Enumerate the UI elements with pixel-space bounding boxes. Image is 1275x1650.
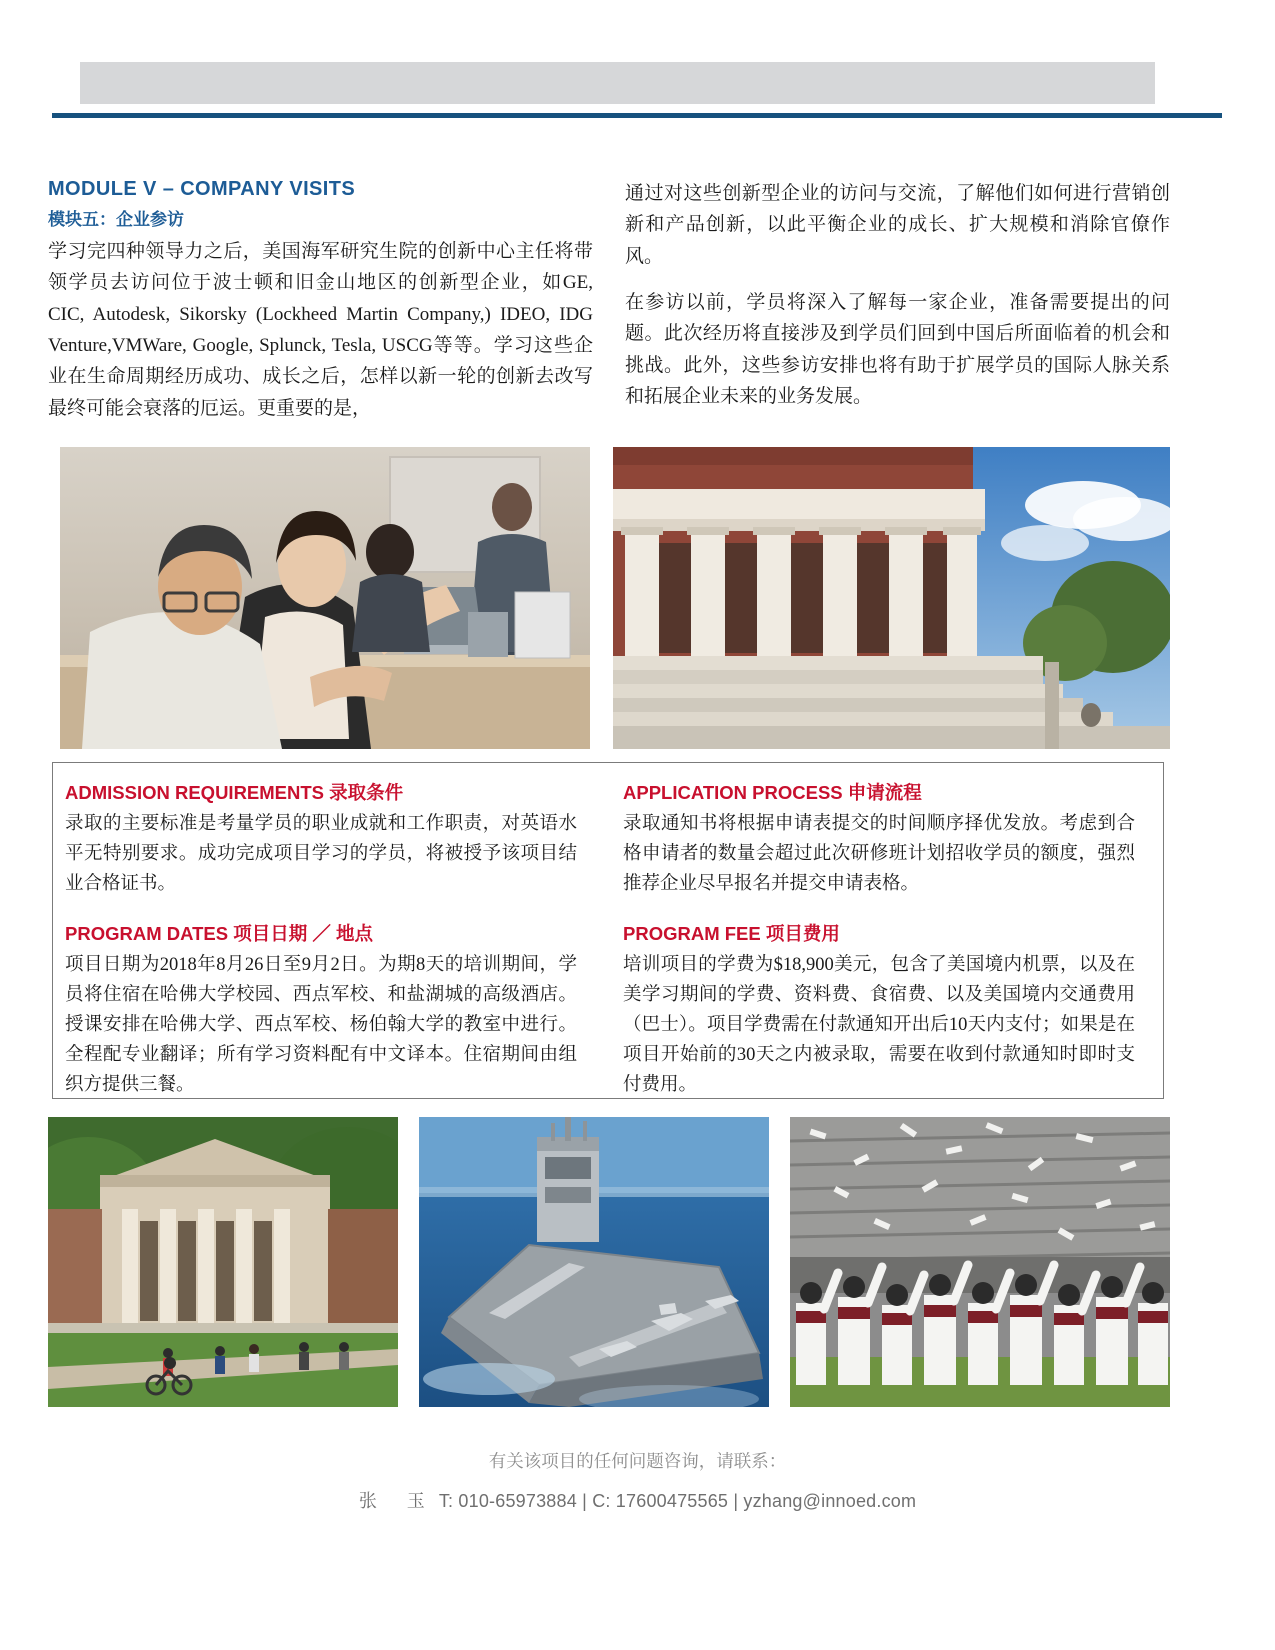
harvard-campus-building-photo [48, 1117, 398, 1407]
admission-requirements-text: 录取的主要标准是考量学员的职业成就和工作职责，对英语水平无特别要求。成功完成项目学习的学员，将被授予该项目结业合格证书。 [65, 814, 577, 894]
contact-details: T: 010-65973884 | C: 17600475565 | yzhang@innoed.com [438, 1491, 917, 1511]
module-column-left [48, 178, 593, 424]
application-heading-cn: 申请流程 [847, 782, 922, 803]
fee-heading-en: PROGRAM FEE [623, 922, 766, 944]
program-dates-heading [65, 920, 577, 946]
admission-heading-en: ADMISSION REQUIREMENTS [65, 782, 330, 803]
application-heading-en: APPLICATION PROCESS [623, 782, 848, 803]
module-paragraph-right-1: 通过对这些创新型企业的访问与交流，了解他们如何进行营销创新和产品创新，以此平衡企业的成长、扩大规模和消除官僚作风。 [625, 183, 1170, 267]
application-process-heading [623, 779, 1135, 805]
module-column-right [625, 178, 1170, 412]
students-workshop-photo [60, 447, 590, 749]
application-process-text: 录取通知书将根据申请表提交的时间顺序择优发放。考虑到合格申请者的数量会超过此次研修班计划招收学员的额度，强烈推荐企业尽早报名并提交申请表格。 [623, 814, 1135, 894]
program-fee-heading [623, 920, 1135, 946]
header-band [80, 62, 1155, 104]
program-dates-text: 项目日期为2018年8月26日至9月2日。为期8天的培训期间，学员将住宿在哈佛大学校园、西点军校、和盐湖城的高级酒店。授课安排在哈佛大学、西点军校、杨伯翰大学的教室中进行。全程配专业翻译；所有学习资料配有中文译本。住宿期间由组织方提供三餐。 [65, 954, 577, 1095]
module-paragraph-right-2: 在参访以前，学员将深入了解每一家企业，准备需要提出的问题。此次经历将直接涉及到学员们回到中国后所面临着的机会和挑战。此外，这些参访安排也将有助于扩展学员的国际人脉关系和拓展企业未来的业务发展。 [625, 292, 1170, 408]
fee-heading-cn: 项目费用 [765, 922, 840, 944]
dates-heading-cn: 项目日期 ／ 地点 [233, 922, 373, 944]
aircraft-carrier-photo [419, 1117, 769, 1407]
west-point-graduation-hat-toss-photo [790, 1117, 1170, 1407]
admission-requirements-heading [65, 779, 577, 805]
info-box [52, 762, 1164, 1099]
dates-heading-en: PROGRAM DATES [65, 922, 234, 944]
harvard-widener-library-photo [613, 447, 1170, 749]
admission-heading-cn: 录取条件 [329, 782, 404, 803]
module-title-en: MODULE V – COMPANY VISITS [48, 178, 356, 200]
program-fee-text: 培训项目的学费为$18,900美元，包含了美国境内机票，以及在美学习期间的学费、资料费、食宿费、以及美国境内交通费用（巴士）。项目学费需在付款通知开出后10天内支付；如果是在项目开始前的30天之内被录取，需要在收到付款通知时即时支付费用。 [623, 954, 1135, 1095]
module-title-cn: 模块五：企业参访 [48, 210, 184, 229]
info-column-left [65, 779, 577, 1101]
header-rule [52, 113, 1222, 118]
footer-contact-info [0, 1487, 1275, 1513]
module-paragraph-left: 学习完四种领导力之后，美国海军研究生院的创新中心主任将带领学员去访问位于波士顿和旧金山地区的创新型企业，如GE, CIC, Autodesk, Sikorsky (Lockheed Martin Company,) IDEO, IDG Venture,VMWare, Google, Splunck, Tesla, USCG等等。学习这些企业在生命周期经历成功、成长之后，怎样以新一轮的创新去改写最终可能会衰落的厄运。更重要的是， [48, 241, 593, 419]
footer-contact-prompt: 有关该项目的任何问题咨询，请联系： [488, 1451, 787, 1471]
info-column-right [623, 779, 1135, 1101]
contact-name: 张 玉 [358, 1491, 431, 1511]
